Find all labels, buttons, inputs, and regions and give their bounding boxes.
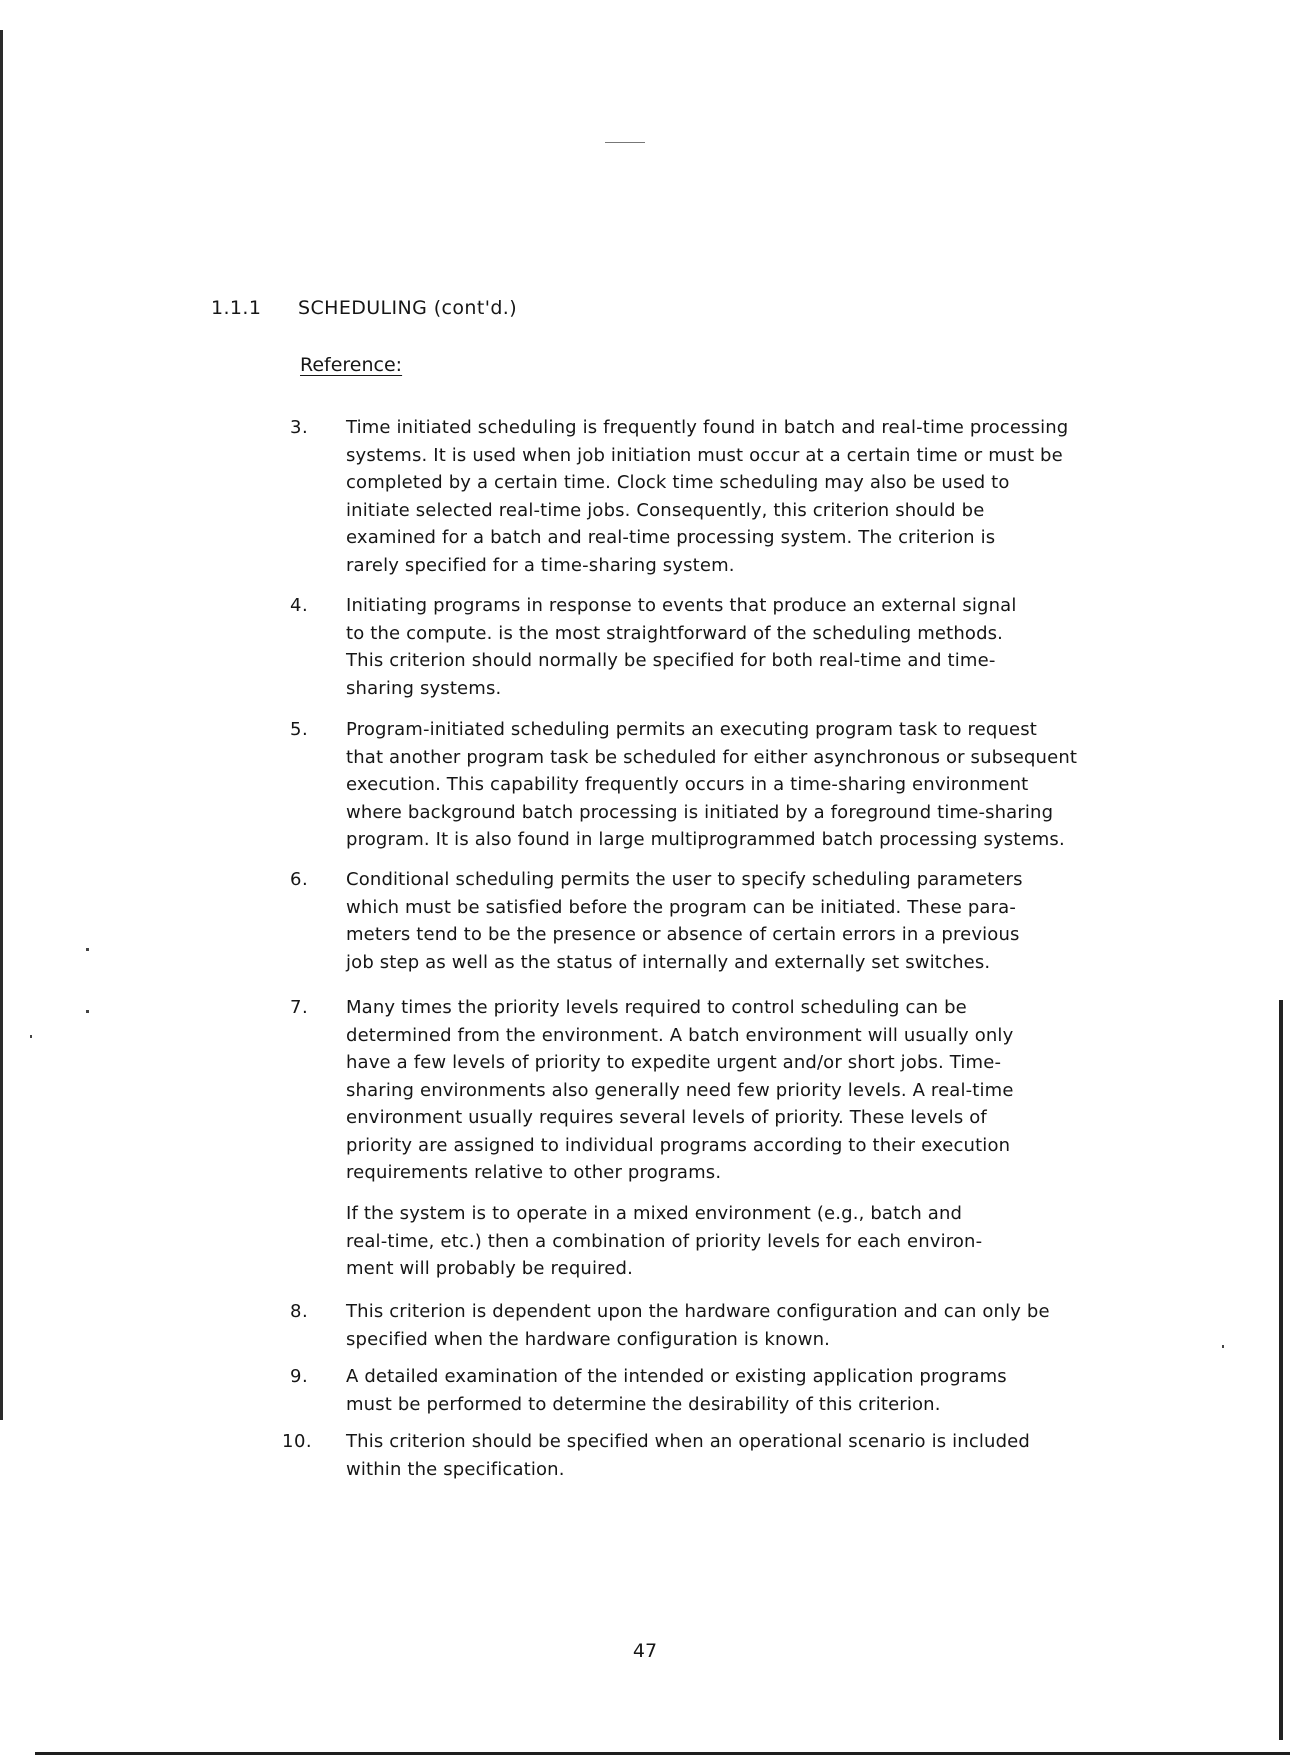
- item-text: Initiating programs in response to events that produce an external signal to the compute. is the most straightforward of the scheduling methods. This criterion should normally be specified for both real-time and time- sharing systems.: [346, 595, 1017, 699]
- item-text: Time initiated scheduling is frequently found in batch and real-time processing systems. It is used when job initiation must occur at a certain time or must be completed by a certain time. Clock time scheduling may also be used to initiate selected real-time jobs. Consequently, this criterion should be examined for a batch and real-time processing system. The criterion is rarely specified for a time-sharing system.: [346, 417, 1069, 576]
- section-heading: [211, 297, 517, 319]
- item-text: This criterion should be specified when an operational scenario is included within the specification.: [346, 1431, 1030, 1480]
- item-number: 4.: [290, 595, 309, 616]
- scan-edge-bottom: [35, 1752, 1290, 1755]
- item-number: 7.: [290, 997, 309, 1018]
- item-continuation: If the system is to operate in a mixed environment (e.g., batch and real-time, etc.) then a combination of priority levels for each environ- ment will probably be required.: [346, 1203, 983, 1279]
- item-number: 10.: [282, 1431, 313, 1452]
- scan-edge-left: [0, 30, 3, 1420]
- item-number: 5.: [290, 719, 309, 740]
- scan-speck: [86, 948, 89, 951]
- scan-speck: [86, 1010, 89, 1013]
- item-number: 3.: [290, 417, 309, 438]
- item-text: This criterion is dependent upon the hardware configuration and can only be specified when the hardware configuration is known.: [346, 1301, 1050, 1350]
- item-number: 6.: [290, 869, 309, 890]
- scan-speck: [30, 1035, 32, 1038]
- item-text: Conditional scheduling permits the user to specify scheduling parameters which must be satisfied before the program can be initiated. These para- meters tend to be the presence or absence of certain errors in a previous job step as well as the status of internally and externally set switches.: [346, 869, 1023, 973]
- section-title: SCHEDULING (cont'd.): [298, 297, 518, 319]
- page-number: 47: [632, 1640, 658, 1662]
- scan-speck: [1222, 1345, 1224, 1348]
- scan-speck: [605, 142, 645, 143]
- item-text: A detailed examination of the intended or existing application programs must be performed to determine the desirability of this criterion.: [346, 1366, 1007, 1415]
- item-number: 9.: [290, 1366, 309, 1387]
- item-text: Many times the priority levels required to control scheduling can be determined from the environment. A batch environment will usually only have a few levels of priority to expedite urgent and/or short jobs. Time- sharing environments also generally need few priority levels. A real-time environment usually requires several levels of priority. These levels of priority are assigned to individual programs according to their execution requirements relative to other programs.: [346, 997, 1014, 1183]
- item-number: 8.: [290, 1301, 309, 1322]
- section-number: 1.1.1: [211, 297, 262, 319]
- item-text: Program-initiated scheduling permits an executing program task to request that another program task be scheduled for either asynchronous or subsequent execution. This capability frequently occurs in a time-sharing environment where background batch processing is initiated by a foreground time-sharing program. It is also found in large multiprogrammed batch processing systems.: [346, 719, 1078, 850]
- reference-label: Reference:: [300, 354, 403, 376]
- scan-edge-right: [1279, 1000, 1283, 1740]
